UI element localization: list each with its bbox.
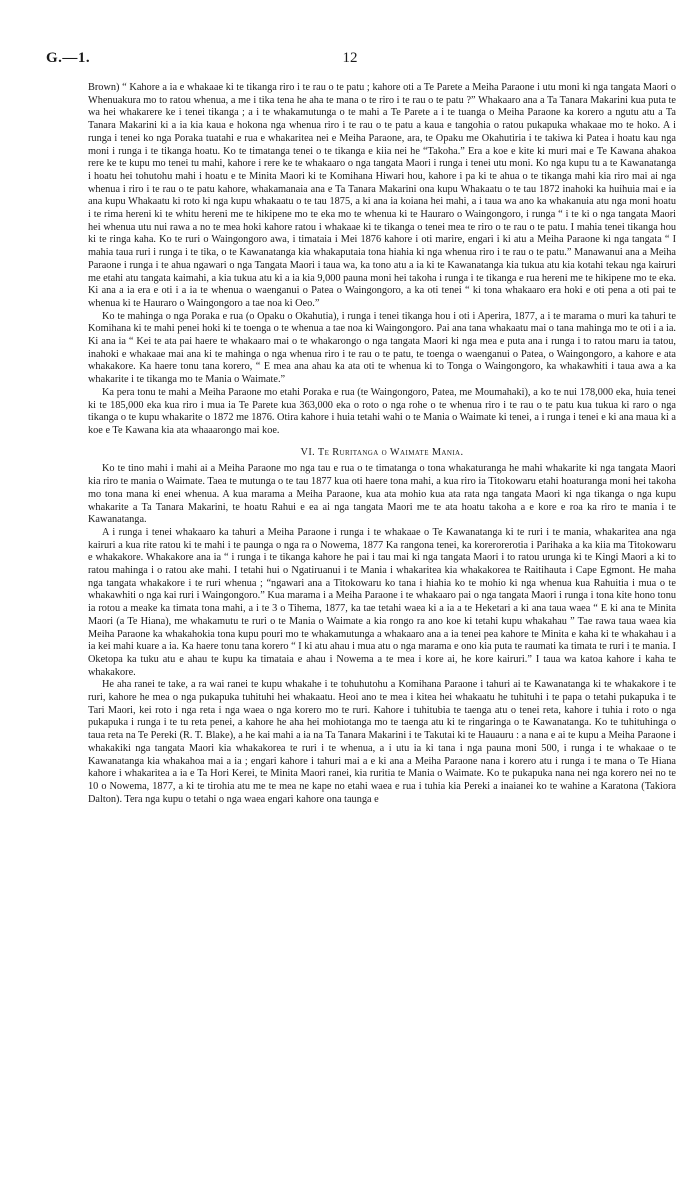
paragraph: He aha ranei te take, a ra wai ranei te kupu whakahe i te tohuhutohu a Komihana Paraone i tahuri ai te Kawanatanga ki te whakakore i te ruri, kahore he mea o nga pukapuka tuhituhi hei whakaatu. Heoi ano te mea i kitea hei whakaatu he tuhituhi i te papa o tetahi pukapuka i te Tari Maori, kei roto i nga reta i nga waea o nga korero mo te ruri. Kahore i tuhitubia te taenga atu o tenei reta, kahore i tuhia i roto o nga pukapuka i runga i te tu reta penei, a kahore he aha hei mohiotanga mo te taenga atu ki te ringaringa o te Kawanatanga. Ko te tuhituhinga o taua reta na Te Pereki (R. T. Blake), a he kai mahi a ia na Ta Tanara Makarini i te Takutai ki te Hauauru : a nana e ai te kupu a Meiha Paraone i whakakiki nga tangata Maori kia whakakorea te ruri i te whenua, a i utu ia ki tana i nga pauna moni 500, i runga i te whakaae o te Kawanatanga kia whakahoa mai a ia ; engari kahore i tahuri mai a e ki ana a Meiha Paraone nana i korero atu i runga i te mana o Te Hiana kahore i whakaritea a ia e Ta Hori Kerei, te Minita Maori ranei, kia ruritia te Mania o Waimate. Ko te pukapuka nana nei nga korero nei no te 10 o Nowema, 1877, a ki te tirohia atu me te mea ne kape no etahi waea e rua i tuhia kia Pereki a inaianei ko te wahine a Karatona (Takiora Dalton). Tera nga kupu o tetahi o nga waea engari kahore ona taunga e bbox=[88, 679, 676, 805]
document-reference: G.—1. bbox=[46, 50, 91, 66]
page-header bbox=[46, 50, 654, 72]
paragraph: Ko te mahinga o nga Poraka e rua (o Opaku o Okahutia), i runga i tenei tikanga hou i oti i Aperira, 1877, a i te marama o muri ka tahuri te Komihana ki te mahi penei hoki ki te toenga o te whenua a tae noa ki Waingongoro. Pai ana tana whakaatu mai o tana mahinga mo te oti i a ia. Ki ana ia “ Kei te ata pai haere te whakaaro mai o te whakarongo o nga tangata Maori ki nga mea e puta ana i runga i to ratou maru ia tatou, inahoki e whakaae mai ana ki te mahinga o nga whenua riro i te rau o te patu, te toenga o waenganui o Patea, o Waingongoro, a kahore e ata whakakore. Ka haere tonu tana korero, “ E mea ana ahau ka ata oti te whenua ki to Tonga o Waingongoro, ka whakawhiti i taua awa a ka whakarite i te tikanga mo te Mania o Waimate.” bbox=[88, 310, 677, 386]
paragraph: Ka pera tonu te mahi a Meiha Paraone mo etahi Poraka e rua (te Waingongoro, Patea, me Moumahaki), a ko te nui 178,000 eka, huia tenei ki te 185,000 eka kua riro i mua ia Te Parete kua 363,000 eka o roto o nga rohe o te whenua riro i te rau o te patu kua tukua ki raro o nga tikanga o te kupu whakarite o 1872 me 1876. Otira kahore i huia tetahi wahi o te Mania o Waimate ki tenei, a i runga i tenei e ki ana maua ki a koe e Te Kawana kia ata whaaarongo mai koe. bbox=[88, 386, 676, 436]
section-heading: VI. Te Ruritanga o Waimate Mania. bbox=[300, 446, 464, 458]
body-text bbox=[88, 82, 676, 806]
page-number: 12 bbox=[342, 50, 358, 66]
paragraph: A i runga i tenei whakaaro ka tahuri a Meiha Paraone i runga i te whakaae o Te Kawanatanga ki te ruri i te mania, whakaritea ana nga kairuri a kua rite ratou ki te mahi i te paunga o nga ra o Nowema, 1877 Ka rangona tenei, ka korerorerotia i Parihaka a ka kiia ma Titokowaru e whakakore. Whakakore ana ia “ i runga i te tikanga kahore he pai i tau mai ki nga tangata Maori i to ratou urunga ki te Kingi Maori a ki to ratou mahinga i o ratou ake mahi. I tetahi hui o Ngatiruanui i te Mania i whakaritea kia whakakorea te Raitihauta i Cape Egmont. He maha nga tangata whakakore i te ruri whenua ; “ngawari ana a Titokowaru ko tana i hiahia ko te mohio ki nga whenua kua Rahuitia i mua o te whakawhiti o nga kai ruri i Waingongoro.” Kua marama i a Meiha Paraone i te whakaaro pai o nga tangata Maori i runga i tona kite hono tonu ia rotou a meake ka timata tona mahi, a i te 3 o Tihema, 1877, ka tae tetahi waea ki a ia a te Heketari a ki ana taua waea “ E ki ana te Minita Maori (a Te Hiana), me whakamutu te ruri o te Mania o Waimate a kia rongo ra ano koe ki tetahi kupu whakahau ” Tae rawa taua waea kia Meiha Paraone ka whakahokia tona kupu pouri mo te whakamutunga a whakaaro ana a ia tenei pea kahore te Minita e kaha ki te whakahau i a ia kei mahi kuare a ia. Ka haere tonu tana korero “ I ki atu ahau i mua atu o nga marama e ono kia puta te raumati ka timata te ruri i te mania. I Oketopa ka tuku atu e ahau te kupu ka timataia e ahau i Nowema a te mea i kore ai, he kore kairuri.” I taua wa katoa kahore i kaha te whakakore. bbox=[88, 526, 676, 678]
paragraph: Ko te tino mahi i mahi ai a Meiha Paraone mo nga tau e rua o te timatanga o tona whakaturanga he mahi whakarite ki nga tangata Maori kia riro te mania o Waimate. Taea te mutunga o te tau 1877 kua oti haere tona mahi, a kua riro ia Titokowaru etahi hoaturanga moni hei takoha mo tona mana ki enei whenua. A kua marama a Meiha Paraone, kua ata mohio kua ata rata nga tangata Maori ki nga tikanga o nga kupu whakarite a Ta Tanara Makarini, te hoatu Rahui e ea ai nga tangata Maori me te ata hoatu takoha a e kore e roa ka riro te mania i te Kawanatanga. bbox=[88, 463, 676, 526]
paragraph: Brown) “ Kahore a ia e whakaae ki te tikanga riro i te rau o te patu ; kahore oti a Te Parete a Meiha Paraone i utu moni ki nga tangata Maori o Whenuakura mo to ratou whenua, a me i tika tena he aha te mana o te riro i te rau o te patu ?” Whakaaro ana a Ta Tanara Makarini kua puta te wa hei whakarere ke i tenei tikanga ; a i te whakamutunga o te mahi a Te Parete a i te tuanga o Meiha Paraone ka korero a ngutu atu a Ta Tanara Makarini ki a ia kia kaua e hokona nga whenua riro i te rau o te patu a kaua e tangohia o ratou pukapuka whakaae mo te hoko. A i runga i tenei ko nga Poraka tuatahi e rua e whakaritea nei e Meiha Paraone, ara, te Opaku me Okahutiria i te takiwa ki Patea i hoatu kau nga moni i runga i te tikanga hoatu. Ko te timatanga tenei o te tikanga e kiia nei he “Takoha.” Era a koe e kite ki muri mai e Te Kawana ahakoa rere ke te kupu mo tenei tu mahi, kahore i rere ke te whakaaro o nga tangata Maori i runga i tenei utu moni. Ko nga kupu tu a te Kawanatanga i hoatu hei tohutohu mahi i hoatu e te Minita Maori ki te Komihana Hiwari hou, kahore i pa ki te ahua o te tikanga mahi kia riro mai ai nga whenua i riro i te rau o te patu kahore, whakamanaia ana e Ta Tanara Makarini ona kupu Whakaatu o te tau 1872 inahoki ka huihuia mai e ia ana kupu Whakaatu ki roto ki nga kupu whakaatu o te tau 1875, a ki ana ia koiana hei mahi, a i taua wa ano ka whakanuia atu nga moni hoatu i te rima hereni ki te whitu hereni me te hikipene mo te eka mo te whenua ki te Hauraro o Waingongoro, i runga “ i te ki o nga tangata Maori hei whenua utu nui rawa a no te mea hoki kahore ratou i whakaae ki te tikanga o tenei mea te riro o te rau o te patu. I mahia tenei tikanga hou ki te ringa kaha. Ko te ruri o Waingongoro awa, i timataia i Mei 1876 kahore i oti marire, engari i ki atu a Meiha Paraone ki nga tangata “ I mahia taua ruri i runga i te tika, o te Kawanatanga kia whakaputaia tona hiahia ki nga whenua riro i te rau o te patu.” Manawanui ana a Meiha Paraone i runga i te ahua ngawari o nga Tangata Maori i taua wa, ka tono atu a ia ki te Kawanatanga kia tukua atu kia kotahi tekau nga kairuri me etahi atu tangata kaimahi, a kia tukua atu ki a ia kia 9,000 pauna moni hei takoha i runga i te tikanga e rua hereni me te hikipene mo te eka. Ki ana a ia era e oti i a ia te whenua o waenganui o Patea o Waingongoro, a ka oti tenei “ ki tona whakaaro era hoki e oti pena a oti pai te whenua ki te Hauraro o Waingongoro a tae noa ki Oeo.” bbox=[88, 82, 676, 309]
